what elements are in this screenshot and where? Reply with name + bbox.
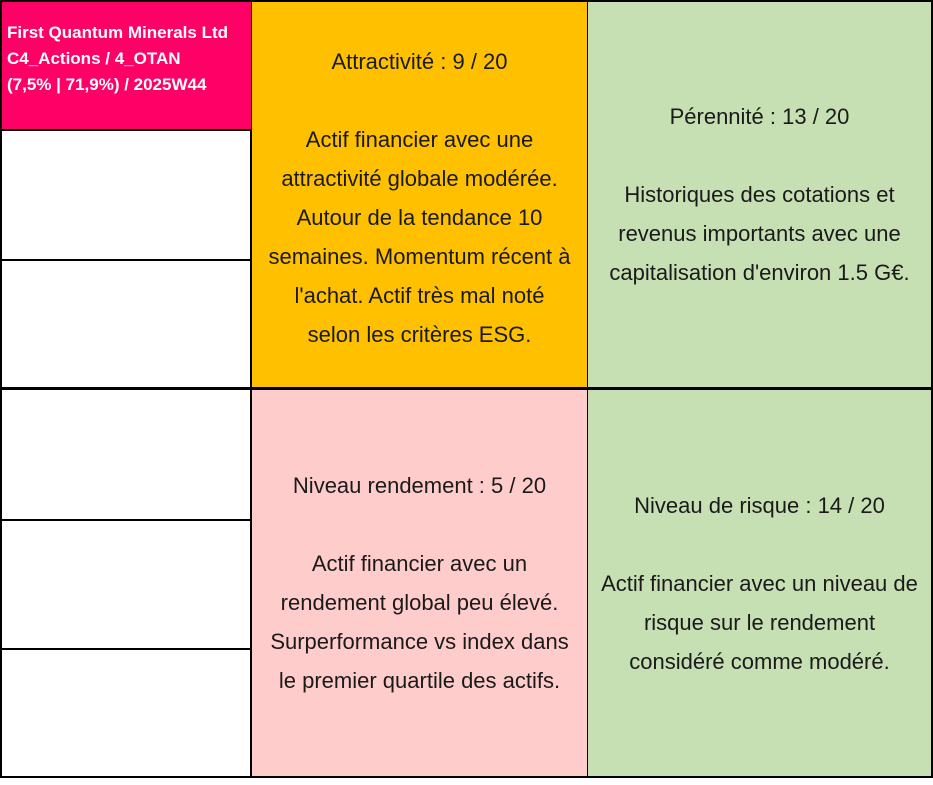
risque-heading: Niveau de risque : 14 / 20 [634, 492, 885, 518]
attractivite-text-line: Actif financier avec une [305, 127, 534, 152]
risque-text-line: Actif financier avec un niveau de [601, 570, 918, 596]
grid-line [0, 519, 251, 521]
rendement-cell [252, 390, 587, 776]
risque-text-line: risque sur le rendement [643, 609, 876, 635]
attractivite-heading: Attractivité : 9 / 20 [331, 49, 508, 74]
asset-name: First Quantum Minerals Ltd [7, 23, 229, 42]
rendement-text-line: Actif financier avec un [311, 551, 528, 576]
perennite-text-line: capitalisation d'environ 1.5 G€. [609, 260, 910, 285]
perennite-cell [588, 2, 931, 387]
rendement-text-line: Surperformance vs index dans [270, 629, 569, 654]
rendement-heading: Niveau rendement : 5 / 20 [292, 473, 547, 498]
rendement-text-line: rendement global peu élevé. [280, 590, 559, 615]
attractivite-text-line: selon les critères ESG. [307, 322, 532, 347]
asset-stats: (7,5% | 71,9%) / 2025W44 [7, 75, 207, 94]
grid-line [0, 648, 251, 650]
risque-cell [588, 390, 931, 776]
risque-text-line: considéré comme modéré. [629, 648, 890, 674]
rendement-text-line: le premier quartile des actifs. [278, 668, 561, 693]
attractivite-text-line: Autour de la tendance 10 [296, 205, 543, 230]
grid-line [0, 259, 251, 261]
attractivite-text-line: semaines. Momentum récent à [268, 244, 571, 269]
perennite-text-line: revenus importants avec une [618, 221, 901, 246]
asset-category: C4_Actions / 4_OTAN [7, 49, 181, 68]
perennite-heading: Pérennité : 13 / 20 [669, 104, 850, 129]
grid-line [0, 776, 933, 778]
asset-title-cell [2, 2, 251, 129]
perennite-text-line: Historiques des cotations et [624, 182, 895, 207]
attractivite-cell [252, 2, 587, 387]
grid-line [0, 129, 251, 131]
attractivite-text-line: attractivité globale modérée. [281, 166, 558, 191]
attractivite-text-line: l'achat. Actif très mal noté [294, 283, 545, 308]
